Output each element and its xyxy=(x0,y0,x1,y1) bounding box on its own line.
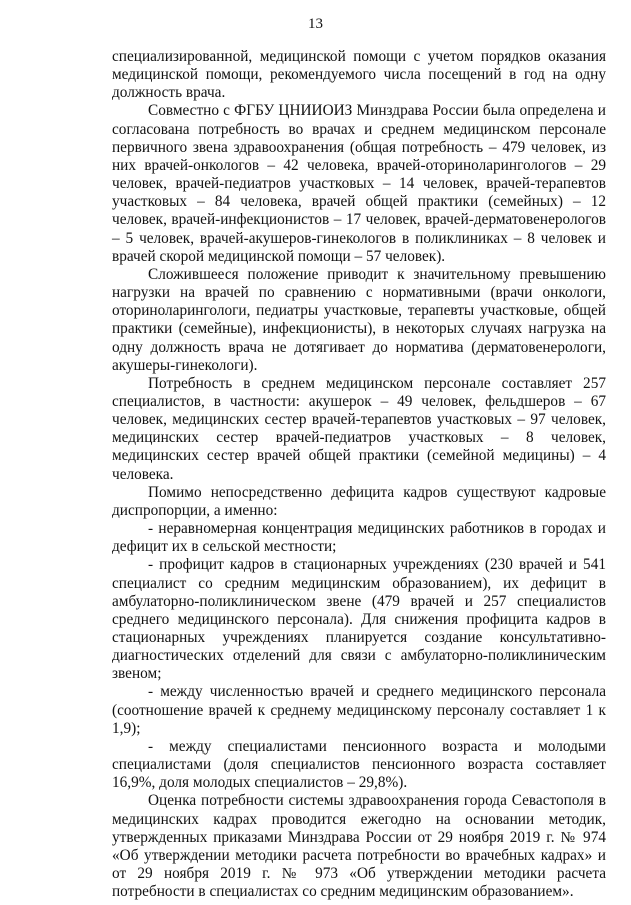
page-number: 13 xyxy=(308,16,323,32)
paragraph: Оценка потребности системы здравоохранения города Севастополя в медицинских кадрах проводится ежегодно на основании методик, утвержденных приказами Минздрава России от 29 ноября 2019 г. № 974 «Об утверждении методики расчета потребности во врачебных кадрах» и от 29 ноября 2019 г. № 973 «Об утверждении методики расчета потребности в специалистах со средним медицинским образованием». xyxy=(112,792,606,901)
list-item: - между специалистами пенсионного возраста и молодыми специалистами (доля специалистов пенсионного возраста составляет 16,9%, доля молодых специалистов – 29,8%). xyxy=(112,737,606,792)
list-item: - профицит кадров в стационарных учреждениях (230 врачей и 541 специалист со средним медицинским образованием), их дефицит в амбулаторно-поликлиническом звене (479 врачей и 257 специалистов среднего медицинского персонала). Для снижения профицита кадров в стационарных учреждениях планируется создание консультативно-диагностических отделений для связи с амбулаторно-поликлиническим звеном; xyxy=(112,556,606,683)
paragraph: Помимо непосредственно дефицита кадров существуют кадровые диспропорции, а именно: xyxy=(112,483,606,519)
paragraph: Совместно с ФГБУ ЦНИИОИЗ Минздрава России была определена и согласована потребность во врачах и среднем медицинском персонале первичного звена здравоохранения (общая потребность – 479 человек, из них врачей-онкологов – 42 человека, врачей-оториноларингологов – 29 человек, врачей-педиатров участковых – 14 человек, врачей-терапевтов участковых – 84 человека, врачей общей практики (семейных) – 12 человек, врачей-инфекционистов – 17 человек, врачей-дерматовенерологов – 5 человек, врачей-акушеров-гинекологов в поликлиниках – 8 человек и врачей скорой медицинской помощи – 57 человек). xyxy=(112,102,606,265)
list-item: - неравномерная концентрация медицинских работников в городах и дефицит их в сельской местности; xyxy=(112,520,606,556)
paragraph: Потребность в среднем медицинском персонале составляет 257 специалистов, в частности: акушерок – 49 человек, фельдшеров – 67 человек, медицинских сестер врачей-терапевтов участковых – 97 человек, медицинских сестер врачей-педиатров участковых – 8 человек, медицинских сестер врачей общей практики (семейной медицины) – 4 человека. xyxy=(112,374,606,483)
document-body xyxy=(112,48,606,901)
paragraph: специализированной, медицинской помощи с учетом порядков оказания медицинской помощи, рекомендуемого числа посещений в год на одну должность врача. xyxy=(112,48,606,102)
paragraph: Сложившееся положение приводит к значительному превышению нагрузки на врачей по сравнению с нормативными (врачи онкологи, оториноларингологи, педиатры участковые, терапевты участковые, общей практики (семейные), инфекционисты), в некоторых случаях нагрузка на одну должность врача не дотягивает до норматива (дерматовенерологи, акушеры-гинекологи). xyxy=(112,265,606,374)
list-item: - между численностью врачей и среднего медицинского персонала (соотношение врачей к среднему медицинскому персоналу составляет 1 к 1,9); xyxy=(112,683,606,737)
